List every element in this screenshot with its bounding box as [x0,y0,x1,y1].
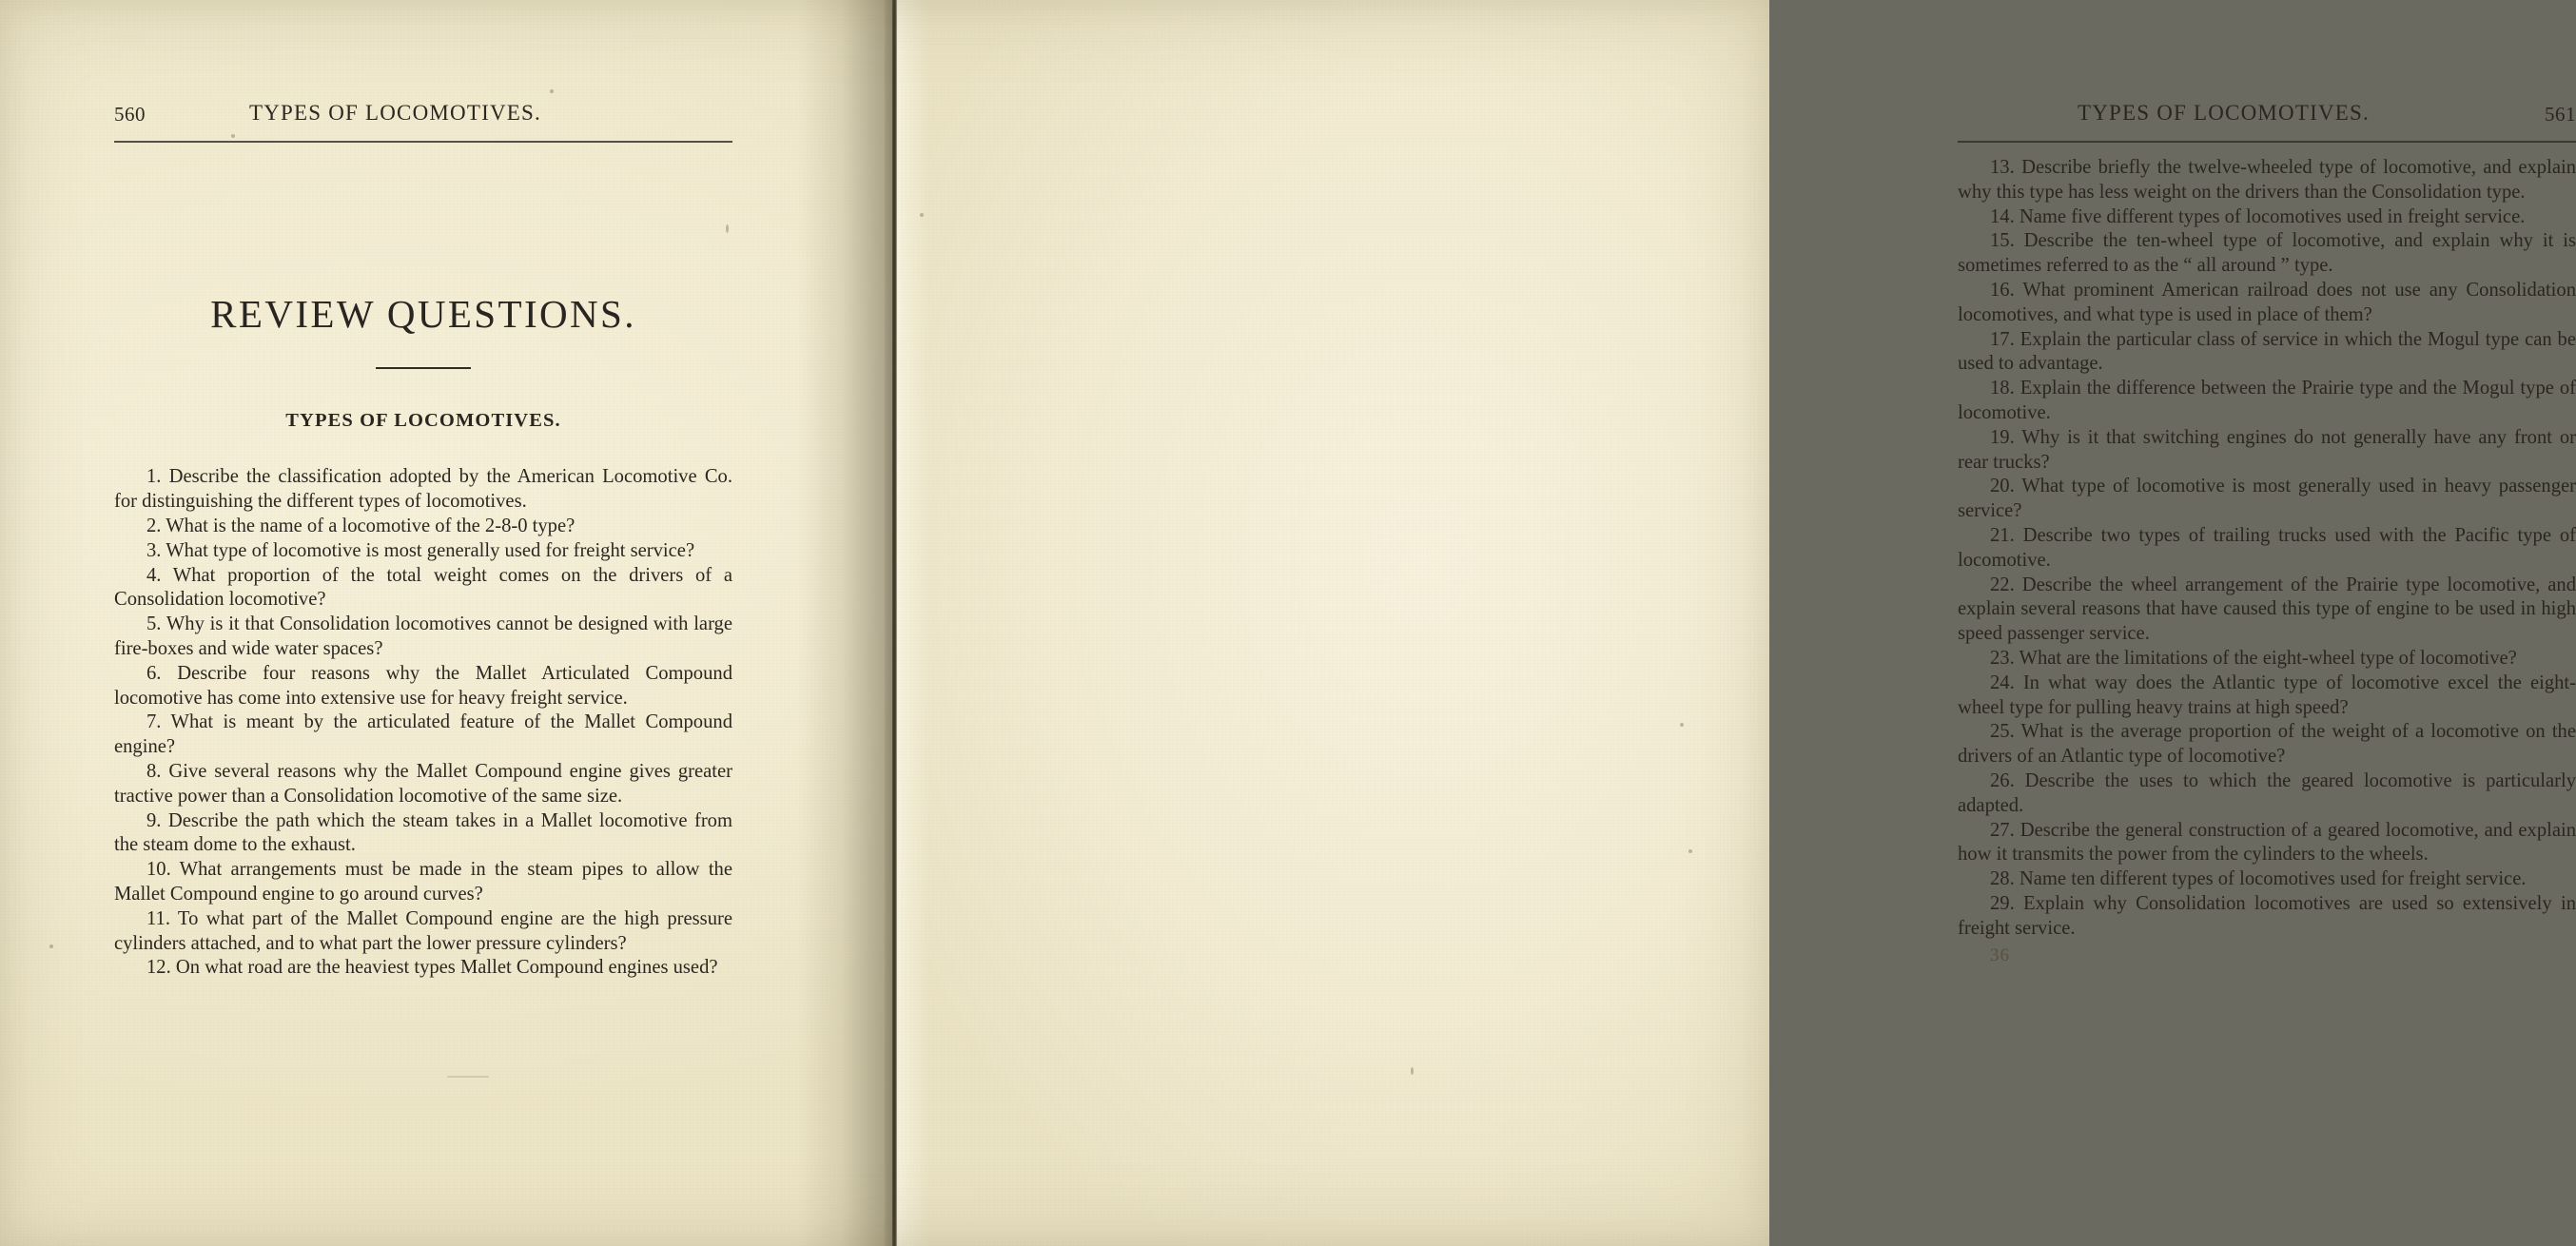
question-number: 21. [1990,524,2015,546]
question-text: Give several reasons why the Mallet Compound engine gives greater tractive power than a Consolidation locomotive of the same size. [114,760,732,807]
question-list-left [114,465,732,981]
question-number: 4. [146,564,162,586]
signature-mark: 36 [1990,944,2010,965]
question-number: 20. [1990,476,2015,497]
question-item [1958,279,2576,328]
question-text: What is meant by the articulated feature of the Mallet Compound engine? [114,711,732,758]
question-item [1958,867,2576,892]
question-item [114,564,732,613]
question-text: Describe the path which the steam takes in a Mallet locomotive from the steam dome to the exhaust. [114,809,732,856]
question-item [1958,672,2576,721]
question-text: Describe the ten-wheel type of locomotive, and explain why it is sometimes referred to as the “ all around ” type. [1958,230,2576,277]
question-text: In what way does the Atlantic type of locomotive excel the eight-wheel type for pulling heavy trains at high speed? [1958,672,2576,718]
left-page [0,0,894,1246]
question-item [1958,229,2576,279]
question-item [114,662,732,711]
left-text-block [114,95,732,981]
question-item [114,711,732,760]
question-item [114,465,732,515]
question-text: Name ten different types of locomotives used for freight service. [2014,868,2527,890]
question-number: 3. [146,539,162,561]
question-item [114,956,732,981]
question-text: Explain the difference between the Prairie type and the Mogul type of locomotive. [1958,378,2576,423]
question-number: 15. [1990,230,2015,252]
question-text: Describe the wheel arrangement of the Prairie type locomotive, and explain several reasons that have caused this type of engine to be used in high speed passenger service. [1958,574,2576,645]
question-text: What type of locomotive is most generally used for freight service? [161,539,695,561]
question-number: 19. [1990,426,2015,448]
question-number: 10. [146,859,171,881]
running-head-title-left: TYPES OF LOCOMOTIVES. [249,101,541,125]
question-text: On what road are the heaviest types Mallet Compound engines used? [170,957,718,979]
question-item [114,809,732,859]
question-text: Why is it that Consolidation locomotives cannot be designed with large fire-boxes and wide water spaces? [114,613,732,659]
question-text: What is the name of a locomotive of the 2-8-0 type? [161,515,576,536]
question-item [1958,647,2576,672]
question-text: What prominent American railroad does not use any Consolidation locomotives, and what type is used in place of them? [1958,279,2576,325]
question-text: To what part of the Mallet Compound engine are the high pressure cylinders attached, and to what part the lower pressure cylinders? [114,907,732,954]
question-text: What arrangements must be made in the steam pipes to allow the Mallet Compound engine to go around curves? [114,859,732,905]
question-number: 11. [146,907,170,929]
question-item [114,515,732,539]
question-text: Describe two types of trailing trucks used with the Pacific type of locomotive. [1958,524,2576,571]
question-item [114,539,732,564]
question-item [114,760,732,809]
question-text: What is the average proportion of the weight of a locomotive on the drivers of an Atlantic type of locomotive? [1958,721,2576,768]
question-number: 12. [146,957,171,979]
question-text: What proportion of the total weight comes on the drivers of a Consolidation locomotive? [114,564,732,611]
question-number: 8. [146,760,162,782]
question-number: 25. [1990,721,2015,743]
question-number: 14. [1990,205,2015,227]
question-number: 1. [146,466,162,488]
question-item [114,613,732,662]
question-text: Describe briefly the twelve-wheeled type of locomotive, and explain why this type has less weight on the drivers than the Consolidation type. [1958,157,2576,203]
right-text-block [1958,95,2576,967]
question-text: Describe the uses to which the geared locomotive is particularly adapted. [1958,769,2576,816]
question-text: Explain why Consolidation locomotives are used so extensively in freight service. [1958,892,2576,939]
question-text: Describe the classification adopted by the American Locomotive Co. for distinguishing the different types of locomotives. [114,466,732,513]
question-number: 23. [1990,647,2015,669]
question-text: Describe four reasons why the Mallet Articulated Compound locomotive has come into extensive use for heavy freight service. [114,662,732,709]
question-text: Describe the general construction of a geared locomotive, and explain how it transmits the power from the cylinders to the wheels. [1958,819,2576,866]
question-item [1958,426,2576,476]
right-running-head [1958,95,2576,139]
question-number: 13. [1990,157,2015,178]
question-text: Name five different types of locomotives used in freight service. [2014,205,2526,227]
question-item [1958,377,2576,426]
question-number: 22. [1990,574,2015,595]
question-item [1958,524,2576,574]
question-number: 2. [146,515,162,536]
question-item [114,907,732,957]
question-number: 6. [146,662,162,684]
chapter-title: REVIEW QUESTIONS. [210,292,636,336]
question-item [1958,156,2576,205]
question-item [1958,205,2576,230]
question-number: 17. [1990,328,2015,350]
question-text: What type of locomotive is most generally used in heavy passenger service? [1958,476,2576,522]
question-item [1958,819,2576,868]
question-text: Why is it that switching engines do not generally have any front or rear trucks? [1958,426,2576,473]
question-list-right [1958,156,2576,942]
question-number: 27. [1990,819,2015,841]
question-item [1958,892,2576,942]
right-page [894,0,2576,1246]
question-item [114,858,732,907]
question-item [1958,328,2576,378]
question-text: Explain the particular class of service in which the Mogul type can be used to advantage. [1958,328,2576,375]
question-number: 18. [1990,378,2015,399]
question-number: 7. [146,711,162,733]
question-number: 29. [1990,892,2015,914]
question-item [1958,574,2576,647]
header-rule-left [114,141,732,143]
page-number-right: 561 [2545,103,2576,126]
question-number: 9. [146,809,162,831]
question-text: What are the limitations of the eight-wheel type of locomotive? [2014,647,2517,669]
question-number: 26. [1990,769,2015,791]
question-item [1958,475,2576,524]
section-subhead: TYPES OF LOCOMOTIVES. [285,409,561,431]
question-number: 5. [146,613,162,635]
left-running-head [114,95,732,139]
page-number-left: 560 [114,103,146,126]
question-item [1958,769,2576,819]
question-item [1958,720,2576,769]
header-rule-right [1958,141,2576,143]
question-number: 28. [1990,868,2015,890]
title-divider-rule [376,367,471,369]
title-divider-wrap [114,356,732,380]
question-number: 16. [1990,279,2015,301]
question-number: 24. [1990,672,2015,693]
running-head-title-right: TYPES OF LOCOMOTIVES. [2078,101,2370,125]
